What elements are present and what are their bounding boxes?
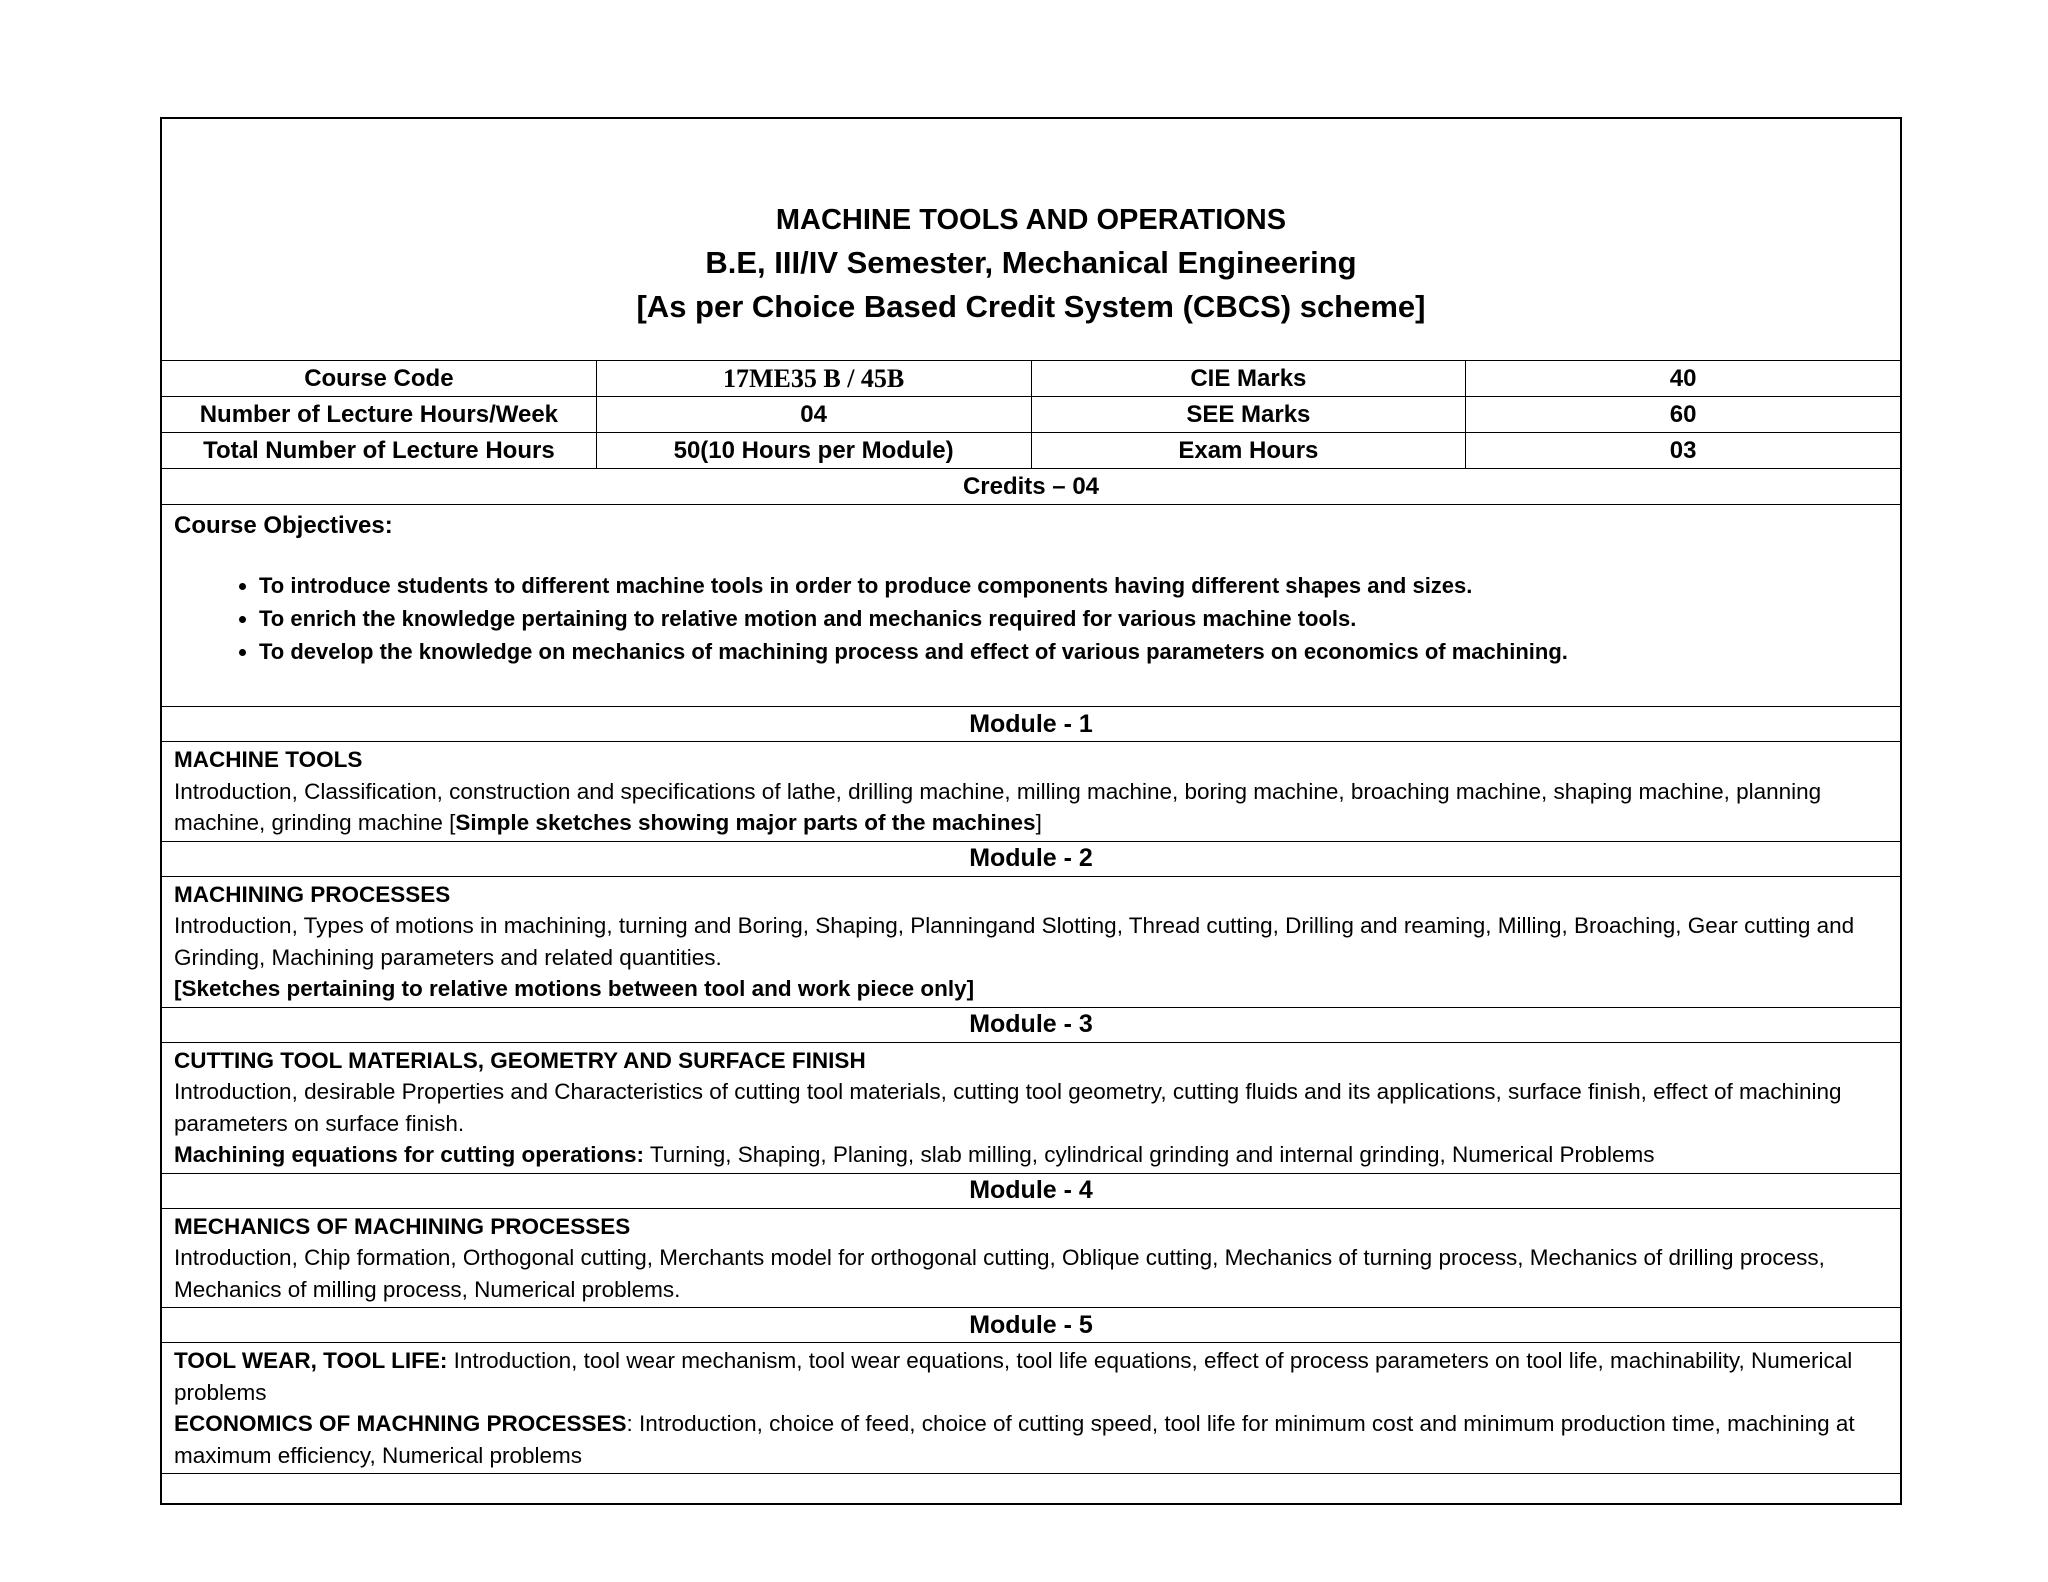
module-4-content (162, 1208, 1900, 1308)
credits: Credits – 04 (162, 468, 1900, 504)
module-4-label: Module - 4 (162, 1173, 1900, 1208)
info-value: 40 (1465, 361, 1900, 396)
module-1-body (174, 776, 1888, 839)
module-5-lead-1: TOOL WEAR, TOOL LIFE: (174, 1348, 448, 1373)
info-label: SEE Marks (1031, 397, 1466, 432)
module-5-text-1: Introduction, tool wear mechanism, tool wear equations, tool life equations, effect of process parameters on tool life, machinability, Numerical problems (174, 1348, 1853, 1405)
objectives-heading: Course Objectives: (174, 512, 393, 539)
course-header (162, 119, 1900, 360)
module-1-text: Introduction, Classification, construction and specifications of lathe, drilling machine, milling machine, boring machine, broaching machine, shaping machine, planning machine, grinding machine [ (174, 778, 1822, 835)
module-5-lead-2: ECONOMICS OF MACHNING PROCESSES (174, 1411, 627, 1436)
module-5-tool-wear (174, 1345, 1888, 1408)
module-2-note: [Sketches pertaining to relative motions between tool and work piece only] (174, 976, 975, 1001)
course-subtitle: B.E, III/IV Semester, Mechanical Engineering (705, 245, 1357, 280)
info-value: 50(10 Hours per Module) (596, 433, 1031, 468)
info-label: Number of Lecture Hours/Week (199, 400, 559, 428)
info-value: 04 (596, 397, 1031, 432)
module-4-body: Introduction, Chip formation, Orthogonal cutting, Merchants model for orthogonal cutting, Oblique cutting, Mechanics of turning process, Mechanics of drilling process, Mechanics of milling process, Numerical problems. (174, 1245, 1825, 1302)
module-1-content (162, 741, 1900, 841)
module-1-label: Module - 1 (162, 706, 1900, 741)
info-value: 03 (1465, 433, 1900, 468)
module-1-heading: MACHINE TOOLS (174, 747, 363, 772)
module-2-content (162, 876, 1900, 1007)
objective-item: • To introduce students to different machine tools in order to produce components having different shapes and sizes. (259, 569, 1888, 602)
module-3-body: Introduction, desirable Properties and Characteristics of cutting tool materials, cutting tool geometry, cutting fluids and its applications, surface finish, effect of machining parameters on surface finish. (174, 1079, 1842, 1136)
module-5-economics (174, 1408, 1888, 1471)
info-value: 60 (1465, 397, 1900, 432)
module-4-heading: MECHANICS OF MACHINING PROCESSES (174, 1213, 631, 1239)
course-objectives (162, 504, 1900, 706)
info-row-course-code (162, 360, 1900, 396)
course-scheme: [As per Choice Based Credit System (CBCS) scheme] (636, 289, 1426, 324)
objectives-list (174, 569, 1888, 668)
info-label: CIE Marks (1031, 361, 1466, 396)
module-3-equations (174, 1139, 1888, 1171)
module-3-lead: Machining equations for cutting operations: (174, 1142, 644, 1167)
empty-row (162, 1473, 1900, 1503)
module-5-content (162, 1342, 1900, 1473)
syllabus-table (160, 117, 1902, 1505)
info-value: 17ME35 B / 45B (596, 361, 1031, 396)
objective-item: • To develop the knowledge on mechanics of machining process and effect of various parameters on economics of machining. (259, 635, 1888, 668)
module-1-note: Simple sketches showing major parts of the machines (455, 810, 1036, 835)
module-5-label: Module - 5 (162, 1307, 1900, 1342)
module-3-tail: Turning, Shaping, Planing, slab milling, cylindrical grinding and internal grinding, Numerical Problems (644, 1142, 1655, 1167)
module-1-tail: ] (1035, 810, 1042, 835)
info-label: Total Number of Lecture Hours (203, 436, 555, 464)
course-title: MACHINE TOOLS AND OPERATIONS (775, 204, 1287, 236)
module-2-label: Module - 2 (162, 841, 1900, 876)
info-label: Exam Hours (1031, 433, 1466, 468)
objective-item: • To enrich the knowledge pertaining to relative motion and mechanics required for various machine tools. (259, 602, 1888, 635)
info-row-lecture-hours-week (162, 396, 1900, 432)
info-row-total-lecture-hours (162, 432, 1900, 468)
module-3-label: Module - 3 (162, 1007, 1900, 1042)
module-5-text-2: : Introduction, choice of feed, choice of cutting speed, tool life for minimum cost and minimum production time, machining at maximum efficiency, Numerical problems (174, 1411, 1855, 1468)
module-3-content (162, 1042, 1900, 1173)
module-2-body: Introduction, Types of motions in machining, turning and Boring, Shaping, Planningand Slotting, Thread cutting, Drilling and reaming, Milling, Broaching, Gear cutting and Grinding, Machining parameters and related quantities. (174, 913, 1855, 970)
module-3-heading: CUTTING TOOL MATERIALS, GEOMETRY AND SURFACE FINISH (174, 1047, 866, 1073)
module-2-heading: MACHINING PROCESSES (174, 881, 451, 907)
info-label: Course Code (304, 364, 454, 392)
